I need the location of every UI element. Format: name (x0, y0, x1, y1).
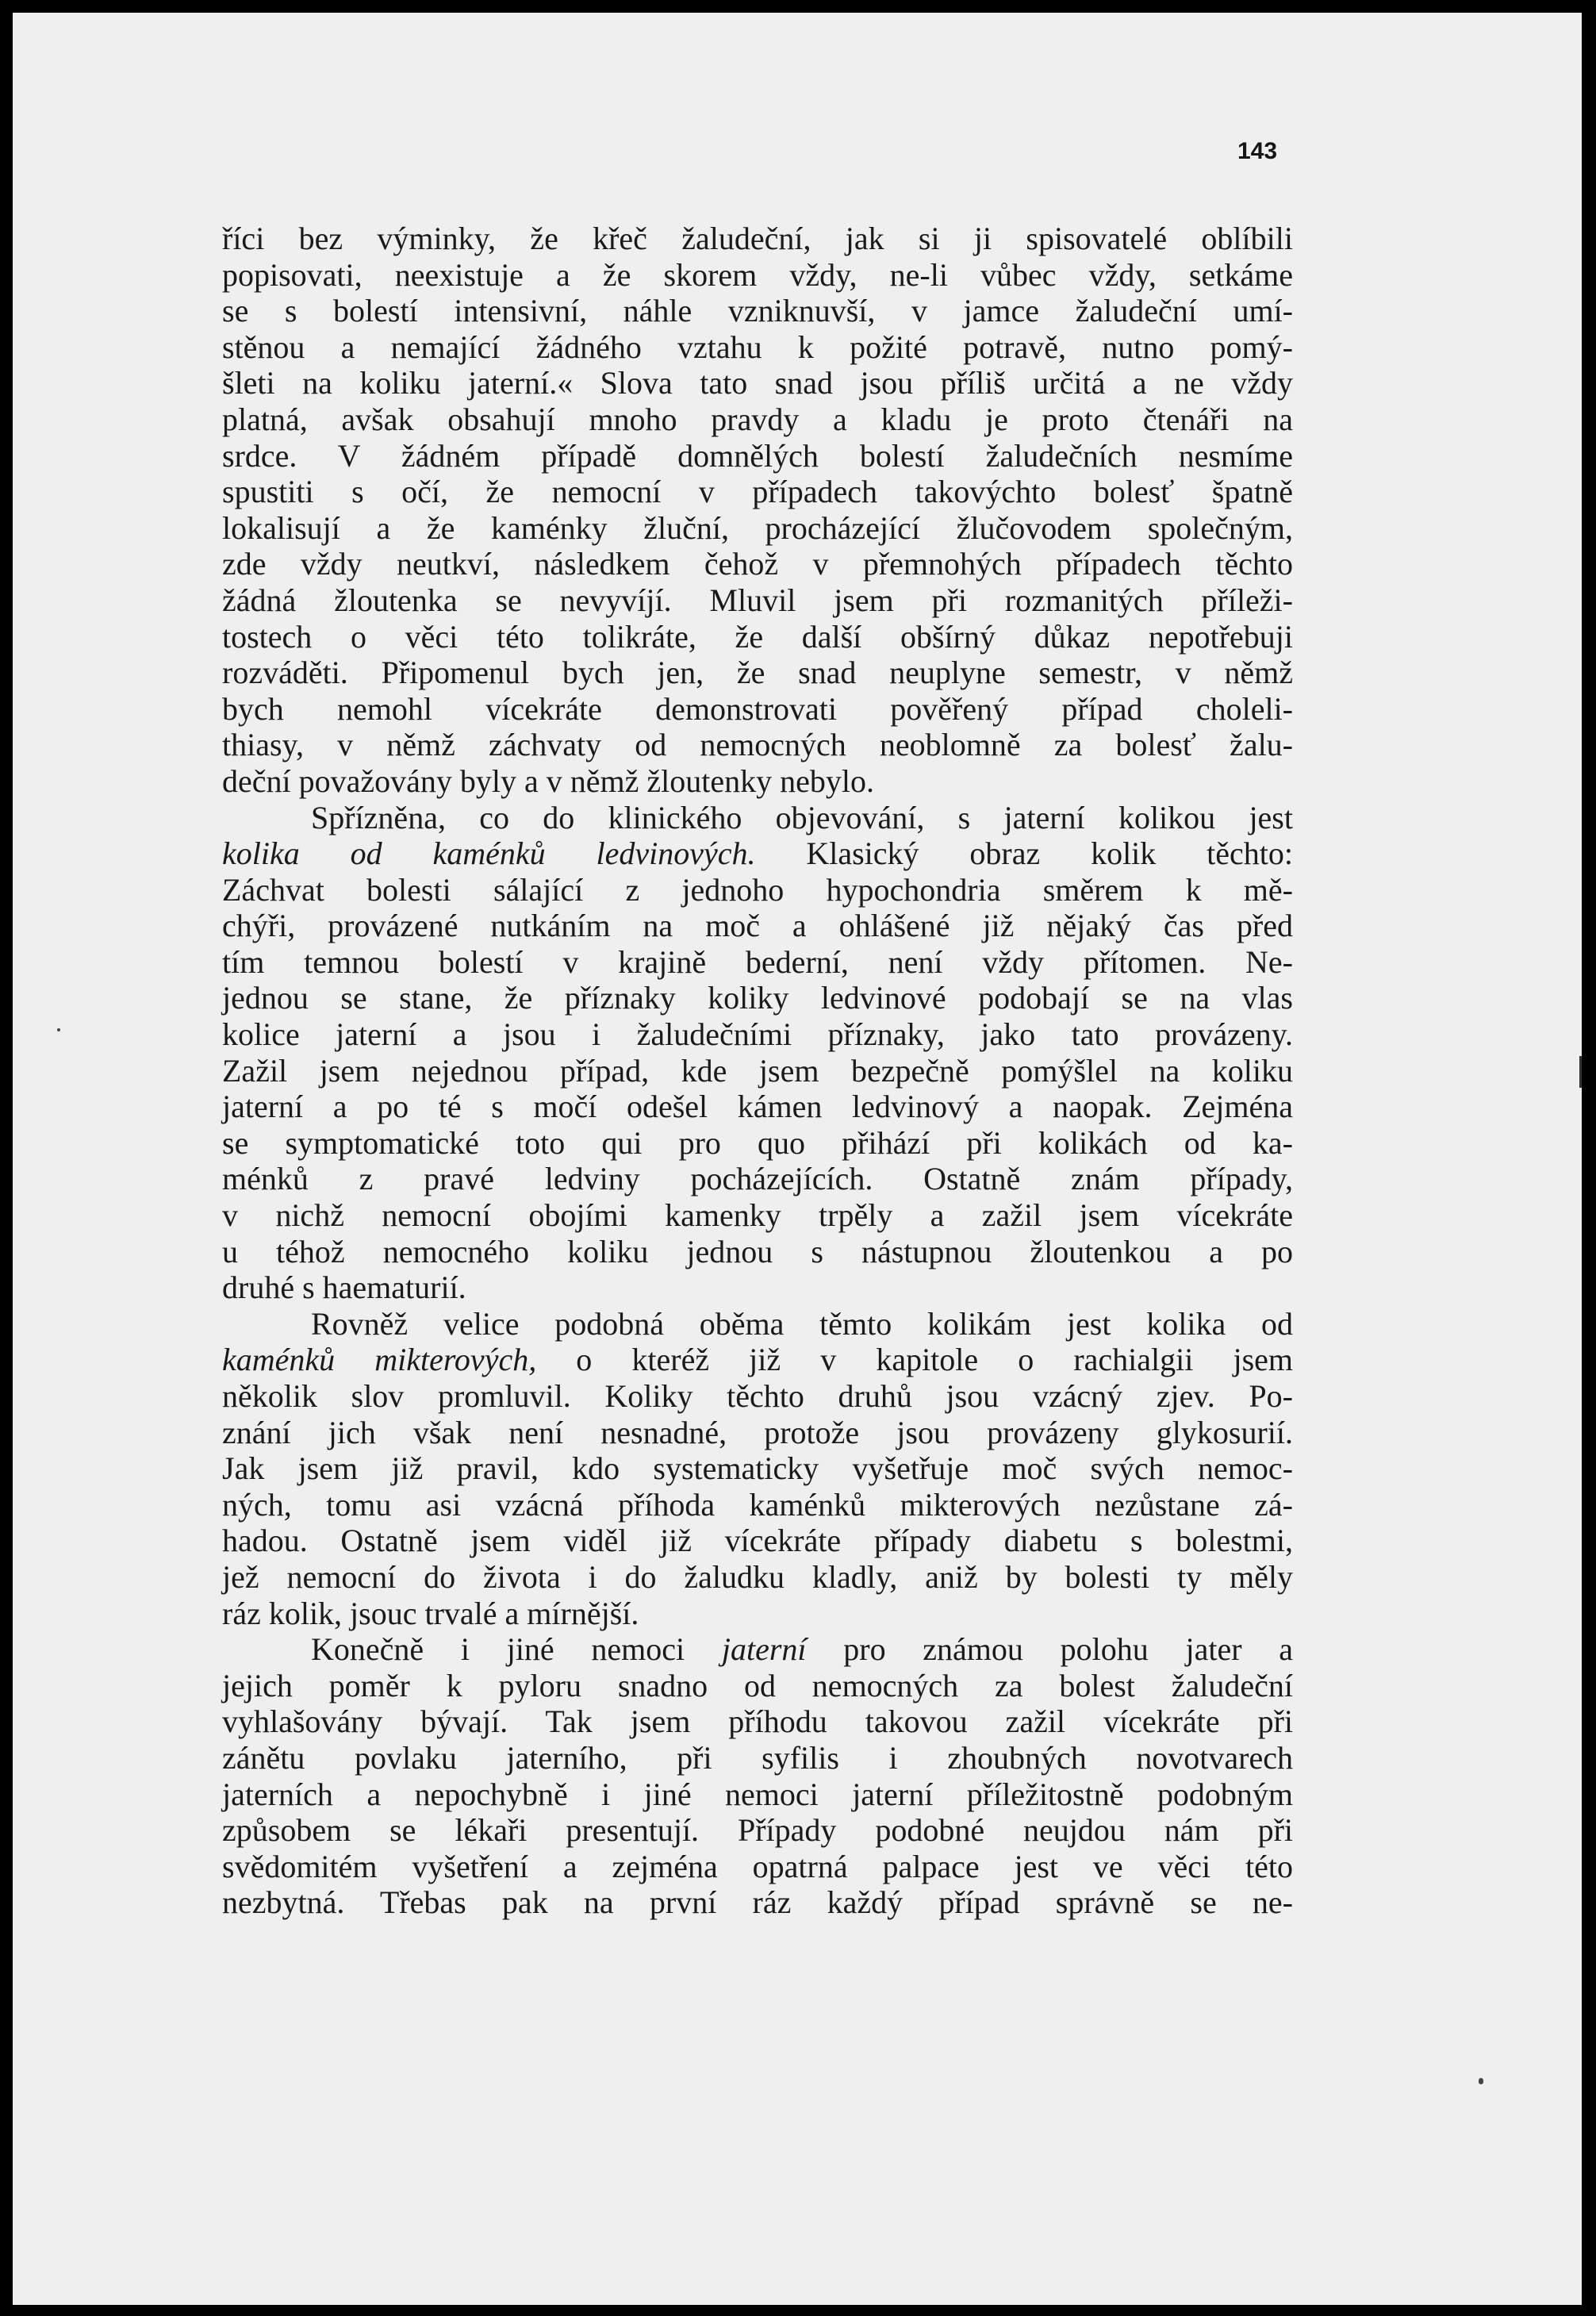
text-line: Záchvat bolesti sálající z jednoho hypochondria směrem k mě- (222, 871, 1293, 908)
text-line: se s bolestí intensivní, náhle vzniknuvší, v jamce žaludeční umí- (222, 293, 1293, 329)
page-number: 143 (1237, 138, 1278, 164)
text-line: spustiti s očí, že nemocní v případech takovýchto bolesť špatně (222, 474, 1293, 510)
text-line: chýři, provázené nutkáním na moč a ohlášené již nějaký čas před (222, 908, 1293, 944)
text-line: v nichž nemocní obojími kamenky trpěly a zažil jsem vícekráte (222, 1197, 1293, 1234)
text-run: o kteréž již v kapitole o rachialgii jsem (576, 1342, 1293, 1378)
paragraph-2 (222, 800, 1293, 1306)
text-line: tím temnou bolestí v krajině bederní, není vždy přítomen. Ne- (222, 943, 1293, 980)
text-line: hadou. Ostatně jsem viděl již vícekráte případy diabetu s bolestmi, (222, 1523, 1293, 1559)
text-line: deční považovány byly a v němž žloutenky nebylo. (222, 762, 874, 799)
scan-speck (1479, 2078, 1483, 2084)
text-line (222, 1631, 1293, 1668)
text-line: rozváděti. Připomenul bych jen, že snad neuplyne semestr, v němž (222, 655, 1293, 691)
paragraph-1 (222, 221, 1293, 800)
italic-term: kolika od kaménků ledvinových. (222, 835, 756, 872)
text-line: Jak jsem již pravil, kdo systematicky vyšetřuje moč svých nemoc- (222, 1450, 1293, 1487)
text-line: jaterní a po té s močí odešel kámen ledvinový a naopak. Zejména (222, 1089, 1293, 1125)
text-line: se symptomatické toto qui pro quo přihází při kolikách od ka- (222, 1124, 1293, 1161)
text-run: pro známou polohu jater a (843, 1631, 1293, 1668)
text-line: svědomitém vyšetření a zejména opatrná palpace jest ve věci této (222, 1848, 1293, 1884)
text-line: říci bez výminky, že křeč žaludeční, jak si ji spisovatelé oblíbili (222, 221, 1293, 256)
paragraph-3 (222, 1306, 1293, 1631)
text-line: jež nemocní do života i do žaludku kladly, aniž by bolesti ty měly (222, 1558, 1293, 1595)
text-line: thiasy, v němž záchvaty od nemocných neoblomně za bolesť žalu- (222, 727, 1293, 763)
text-line: popisovati, neexistuje a že skorem vždy, ne-li vůbec vždy, setkáme (222, 256, 1293, 293)
text-line (222, 1342, 1293, 1378)
text-line: zde vždy neutkví, následkem čehož v přemnohých případech těchto (222, 546, 1293, 582)
text-line: znání jich však není nesnadné, protože jsou provázeny glykosurií. (222, 1414, 1293, 1450)
text-line: jaterních a nepochybně i jiné nemoci jaterní příležitostně podobným (222, 1776, 1293, 1812)
text-line (222, 835, 1293, 872)
italic-term: jaterní (721, 1631, 807, 1668)
book-page (13, 13, 1582, 2305)
scan-edge-mark (1579, 1056, 1582, 1088)
text-line: Rovněž velice podobná oběma těmto kolikám jest kolika od (311, 1305, 1293, 1342)
scan-speck (57, 1028, 60, 1031)
text-line: druhé s haematurií. (222, 1269, 466, 1306)
text-line: ménků z pravé ledviny pocházejících. Ostatně znám případy, (222, 1161, 1293, 1197)
text-line: žádná žloutenka se nevyvíjí. Mluvil jsem při rozmanitých příleži- (222, 582, 1293, 618)
text-line: srdce. V žádném případě domnělých bolestí žaludečních nesmíme (222, 437, 1293, 474)
text-line: ných, tomu asi vzácná příhoda kaménků mikterových nezůstane zá- (222, 1486, 1293, 1523)
text-run: Klasický obraz kolik těchto: (806, 835, 1293, 872)
text-line: kolice jaterní a jsou i žaludečními příznaky, jako tato provázeny. (222, 1016, 1293, 1053)
text-line: lokalisují a že kaménky žluční, procházející žlučovodem společným, (222, 509, 1293, 546)
text-line: tostech o věci této tolikráte, že další obšírný důkaz nepotřebuji (222, 618, 1293, 655)
text-line: Zažil jsem nejednou případ, kde jsem bezpečně pomýšlel na koliku (222, 1052, 1293, 1089)
body-text (222, 221, 1293, 1921)
text-line: bych nemohl vícekráte demonstrovati pověřený případ choleli- (222, 690, 1293, 727)
italic-term: kaménků mikterových, (222, 1342, 537, 1378)
text-line: vyhlašovány bývají. Tak jsem příhodu takovou zažil vícekráte při (222, 1703, 1293, 1740)
text-line: platná, avšak obsahují mnoho pravdy a kladu je proto čtenáři na (222, 401, 1293, 437)
text-line: jednou se stane, že příznaky koliky ledvinové podobají se na vlas (222, 980, 1293, 1016)
text-run: Konečně i jiné nemoci (311, 1631, 685, 1668)
text-line: u téhož nemocného koliku jednou s nástupnou žloutenkou a po (222, 1233, 1293, 1269)
text-line: ráz kolik, jsouc trvalé a mírnější. (222, 1595, 639, 1631)
text-line: několik slov promluvil. Koliky těchto druhů jsou vzácný zjev. Po- (222, 1378, 1293, 1414)
paragraph-4 (222, 1631, 1293, 1921)
text-line: jejich poměr k pyloru snadno od nemocných za bolest žaludeční (222, 1667, 1293, 1703)
text-line: šleti na koliku jaterní.« Slova tato snad jsou příliš určitá a ne vždy (222, 365, 1293, 401)
text-line: Spřízněna, co do klinického objevování, s jaterní kolikou jest (311, 799, 1293, 835)
text-line: zánětu povlaku jaterního, při syfilis i zhoubných novotvarech (222, 1739, 1293, 1776)
text-line: způsobem se lékaři presentují. Případy podobné neujdou nám při (222, 1812, 1293, 1849)
text-line: stěnou a nemající žádného vztahu k požité potravě, nutno pomý- (222, 328, 1293, 365)
text-line: nezbytná. Třebas pak na první ráz každý případ správně se ne- (222, 1884, 1293, 1921)
